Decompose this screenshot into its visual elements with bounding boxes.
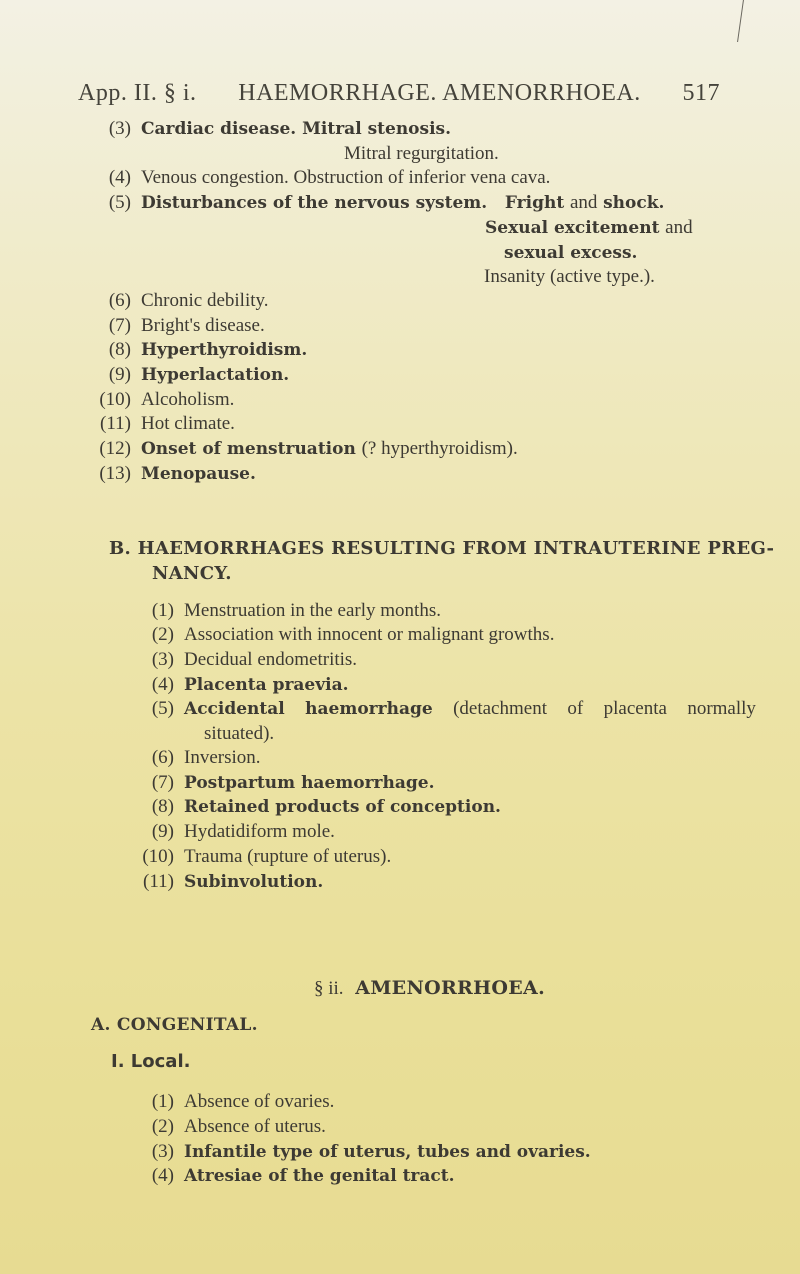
list-item: (10) Trauma (rupture of uterus). xyxy=(142,846,392,867)
list-item: (3) Infantile type of uterus, tubes and ovaries. xyxy=(151,1141,591,1162)
running-header xyxy=(78,80,720,107)
list-item: (10) Alcoholism. xyxy=(99,389,235,410)
header-section-ref: App. II. § i. xyxy=(78,80,197,106)
list-item: (3) Cardiac disease. Mitral stenosis. xyxy=(108,118,452,139)
list-item: (13) Menopause. xyxy=(99,463,256,484)
sub-subsection-heading: I. Local. xyxy=(111,1051,191,1072)
list-item: (1) Menstruation in the early months. xyxy=(151,600,441,621)
list-item: (5) Disturbances of the nervous system. Fright and shock. xyxy=(108,192,665,213)
list-item: (3) Decidual endometritis. xyxy=(151,649,358,670)
section-title: § ii. AMENORRHOEA. xyxy=(314,977,545,999)
subsection-heading: A. CONGENITAL. xyxy=(91,1015,258,1035)
list-item: (4) Placenta praevia. xyxy=(151,674,349,695)
list-item: (7) Postpartum haemorrhage. xyxy=(151,772,435,793)
list-item: (1) Absence of ovaries. xyxy=(151,1091,335,1112)
list-item: (6) Inversion. xyxy=(151,747,261,768)
page-number: 517 xyxy=(682,80,720,106)
list-item-continuation: Sexual excitement and xyxy=(485,217,693,238)
list-item: (9) Hyperlactation. xyxy=(108,364,290,385)
list-item: (8) Retained products of conception. xyxy=(151,796,501,817)
section-heading-b-continuation: NANCY. xyxy=(152,563,232,584)
list-item: (8) Hyperthyroidism. xyxy=(108,339,308,360)
list-item: (7) Bright's disease. xyxy=(108,315,265,336)
list-item: (4) Atresiae of the genital tract. xyxy=(151,1165,455,1186)
list-item-continuation: Insanity (active type.). xyxy=(484,266,655,287)
list-item: (11) Subinvolution. xyxy=(143,871,324,892)
list-item-justified-line: Accidental haemorrhage (detachment of placenta normally xyxy=(184,698,756,719)
list-item-continuation: Mitral regurgitation. xyxy=(344,143,499,164)
list-item: (6) Chronic debility. xyxy=(108,290,269,311)
list-item: (2) Association with innocent or malignant growths. xyxy=(151,624,555,645)
list-item: (2) Absence of uterus. xyxy=(151,1116,326,1137)
list-item-continuation: situated). xyxy=(204,723,275,744)
page-edge-mark xyxy=(729,0,744,42)
list-item: (9) Hydatidiform mole. xyxy=(151,821,335,842)
list-item-continuation: sexual excess. xyxy=(504,243,638,263)
list-item: (4) Venous congestion. Obstruction of inferior vena cava. xyxy=(108,167,551,188)
list-item-number: (5) xyxy=(151,698,174,719)
list-item: (11) Hot climate. xyxy=(100,413,235,434)
section-heading-b: B. HAEMORRHAGES RESULTING FROM INTRAUTERINE PREG- xyxy=(109,538,775,559)
header-title: HAEMORRHAGE. AMENORRHOEA. xyxy=(238,80,641,106)
list-item: (12) Onset of menstruation (? hyperthyroidism). xyxy=(99,438,518,459)
